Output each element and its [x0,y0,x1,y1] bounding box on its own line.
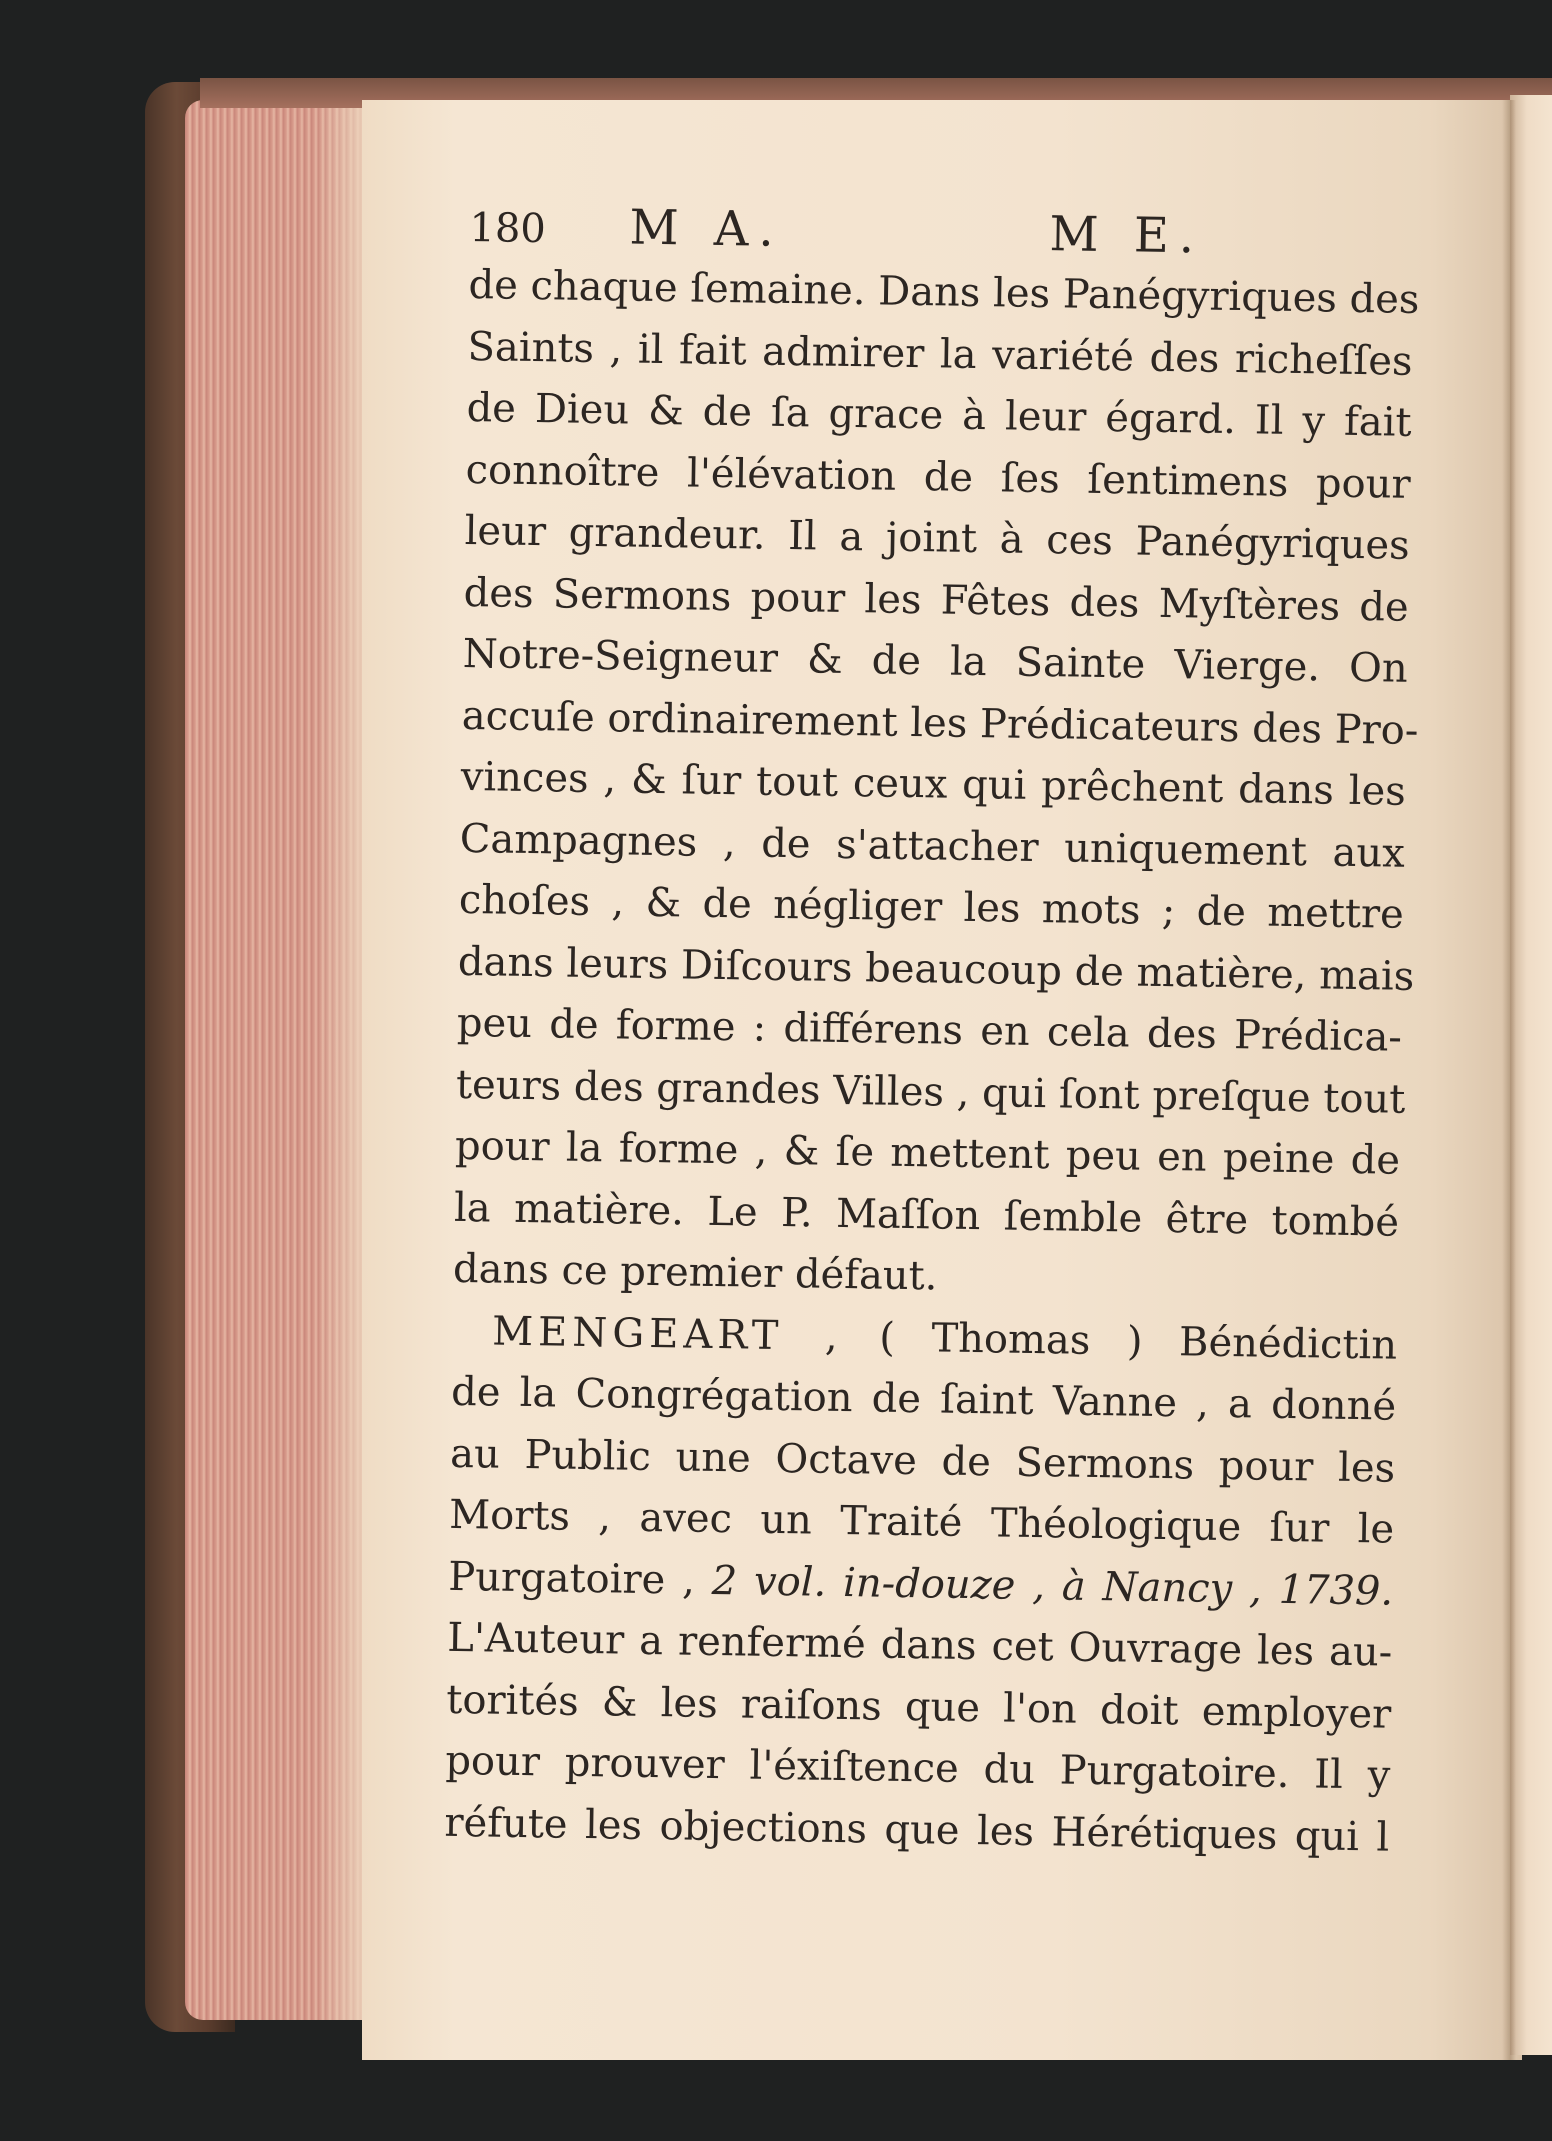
text-line: des Sermons pour les Fêtes des Myſtères de [463,569,1410,631]
header-left-heading: M A. [629,199,785,258]
text-line: L'Auteur a renfermé dans cet Ouvrage les au- [446,1614,1393,1676]
facing-page-edge [1510,95,1552,2055]
text-line: choſes , & de négliger les mots ; de mettre [458,876,1405,938]
text-line: de Dieu & de ſa grace à leur égard. Il y fait [466,384,1412,446]
text-line: peu de forme : différens en cela des Prédica- [456,999,1403,1061]
text-line: de chaque ſemaine. Dans les Panégyriques des [468,261,1420,323]
text-line: au Public une Octave de Sermons pour les [449,1430,1396,1492]
text-line: Morts , avec un Traité Théologique ſur le [448,1491,1395,1553]
entry-name: MENGEART , [491,1307,844,1360]
text-line: connoître l'élévation de ſes ſentimens pour [465,446,1411,508]
text-line: la matière. Le P. Maſſon ſemble être tombé [453,1184,1400,1246]
background-bottom [140,2060,1552,2141]
citation-end: , 1739. [1231,1565,1394,1615]
text-line: dans leurs Diſcours beaucoup de matière, mais [457,938,1415,1000]
text-line: de la Congrégation de ſaint Vanne , a donné [450,1368,1397,1430]
entry-name-rest: ( Thomas ) Bénédictin [842,1313,1398,1369]
header-right-heading: M E. [1049,206,1205,265]
text-line: leur grandeur. Il a joint à ces Panégyriques [464,507,1410,569]
page-block-edges [185,100,375,2020]
text-line: accuſe ordinairement les Prédicateurs des Pro- [461,692,1419,754]
citation-start: Purgatoire , [447,1553,713,1604]
text-line: dans ce premier défaut. [452,1245,938,1300]
text-line: réfute les objections que les Hérétiques qui l [444,1799,1390,1861]
text-line: pour la forme , & ſe mettent peu en peine de [454,1122,1401,1184]
page-text [444,195,1420,1869]
text-line: Saints , il fait admirer la variété des richeſſes [467,323,1413,385]
page-gutter [1502,100,1516,2070]
text-line: torités & les raiſons que l'on doit employer [446,1676,1392,1738]
text-line: Notre-Seigneur & de la Sainte Vierge. On [462,630,1409,692]
text-line: teurs des grandes Villes , qui ſont preſque tout [455,1061,1406,1123]
text-line: Campagnes , de s'attacher uniquement aux [459,815,1406,877]
page-number: 180 [469,204,547,253]
text-line: pour prouver l'éxiſtence du Purgatoire. Il y [445,1737,1391,1799]
citation-italic: 2 vol. in-douze , à Nancy [711,1557,1233,1612]
text-line: vinces , & ſur tout ceux qui prêchent dans les [460,753,1407,815]
